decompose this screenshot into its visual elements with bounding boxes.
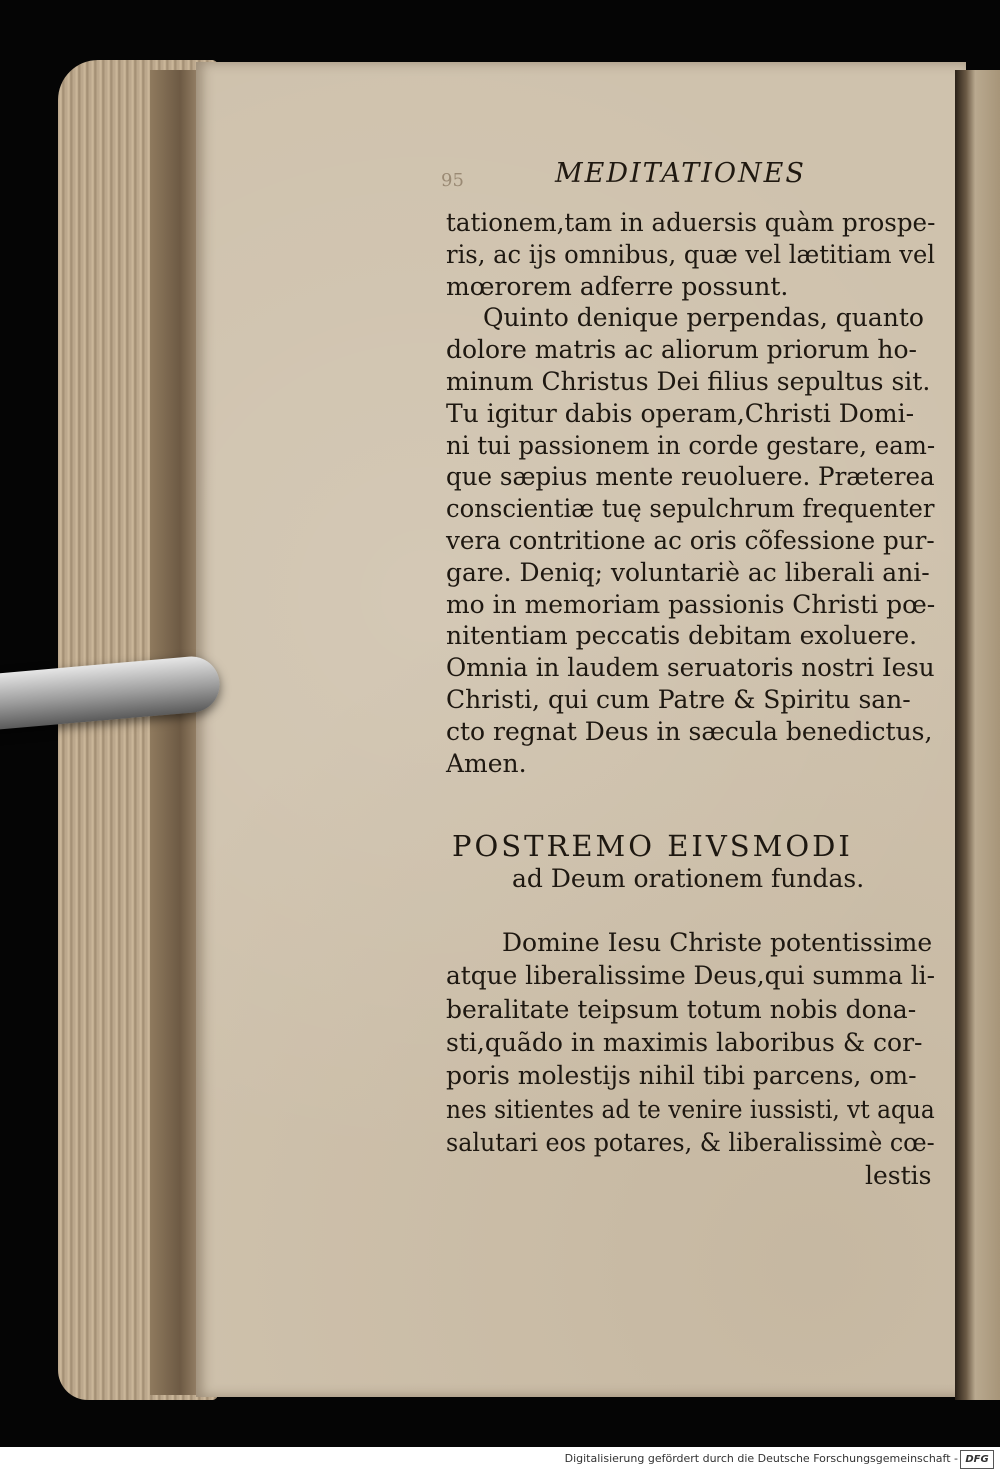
text-line: ris, ac ijs omnibus, quæ vel lætitiam vel <box>446 239 936 269</box>
text-line: tationem,tam in aduersis quàm prospe- <box>446 208 936 237</box>
text-line: cto regnat Deus in sæcula benedictus, <box>446 716 933 746</box>
catchword: lestis <box>865 1161 932 1190</box>
text-line: beralitate teipsum totum nobis dona- <box>446 994 917 1024</box>
text-line: Omnia in laudem seruatoris nostri Iesu <box>446 653 935 683</box>
text-line: Domine Iesu Christe potentissime <box>502 928 933 957</box>
text-line: gare. Deniq; voluntariè ac liberali ani- <box>446 557 930 587</box>
text-line: Amen. <box>446 748 527 778</box>
text-line: ni tui passionem in corde gestare, eam- <box>446 430 936 460</box>
section-heading: POSTREMO EIVSMODI <box>452 829 853 863</box>
text-line: salutari eos potares, & liberalissimè cœ- <box>446 1127 935 1157</box>
margin-mark: 95 <box>441 170 464 191</box>
text-line: dolore matris ac aliorum priorum ho- <box>446 335 917 365</box>
footer-bar <box>0 1447 1000 1471</box>
text-line: Quinto denique perpendas, quanto <box>483 303 924 333</box>
text-line: que sæpius mente reuoluere. Præterea <box>446 462 935 492</box>
book-gutter <box>955 70 1000 1400</box>
text-line: atque liberalissime Deus,qui summa li- <box>446 961 935 991</box>
section-subheading: ad Deum orationem fundas. <box>512 864 865 893</box>
text-line: minum Christus Dei filius sepultus sit. <box>446 367 931 396</box>
text-line: nes sitientes ad te venire iussisti, vt aqua <box>446 1094 935 1124</box>
text-line: conscientiæ tuę sepulchrum frequenter <box>446 494 935 524</box>
text-line: sti,quãdo in maximis laboribus & cor- <box>446 1027 923 1057</box>
dfg-logo: DFG <box>960 1450 994 1469</box>
footer-credit: Digitalisierung gefördert durch die Deutsche Forschungsgemeinschaft - <box>564 1452 958 1465</box>
text-line: mo in memoriam passionis Christi pœ- <box>446 589 936 619</box>
text-line: nitentiam peccatis debitam exoluere. <box>446 621 918 651</box>
text-line: vera contritione ac oris cõfessione pur- <box>446 526 935 555</box>
page-edges-shadow <box>150 70 200 1395</box>
text-line: poris molestijs nihil tibi parcens, om- <box>446 1061 917 1091</box>
text-line: mœrorem adferre possunt. <box>446 271 789 301</box>
running-head: MEDITATIONES <box>555 158 806 189</box>
text-line: Christi, qui cum Patre & Spiritu san- <box>446 685 911 714</box>
text-line: Tu igitur dabis operam,Christi Domi- <box>446 398 915 428</box>
